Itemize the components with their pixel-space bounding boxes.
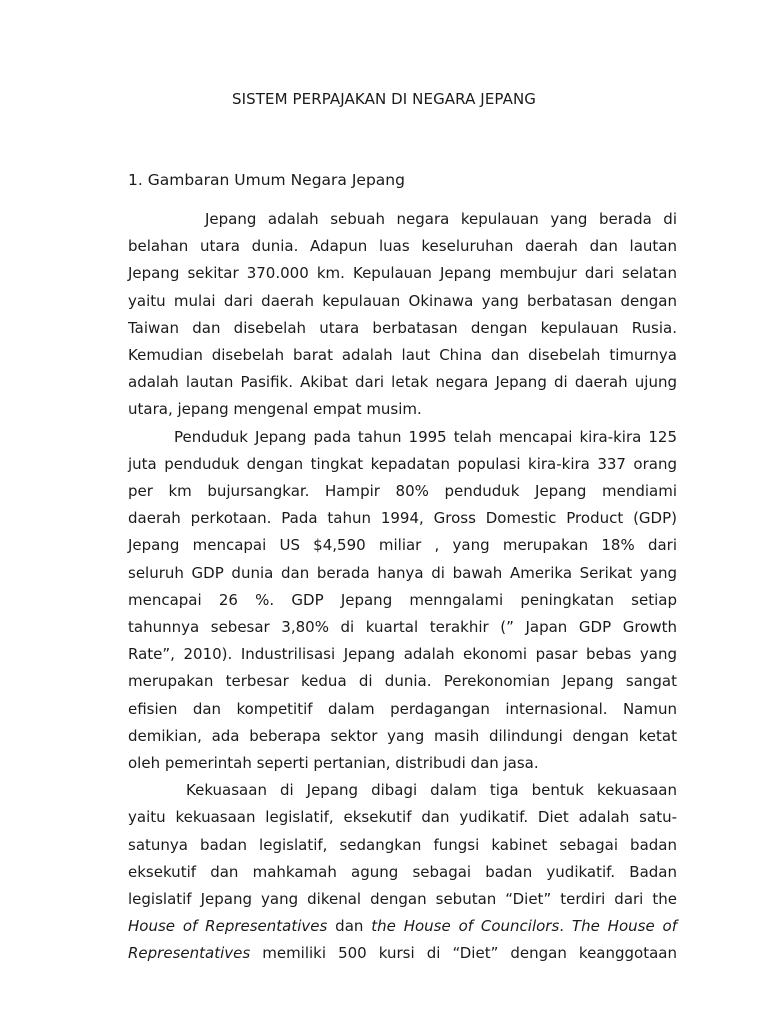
plain-text: memiliki 500 kursi di “Diet” dengan keanggotaan bbox=[250, 944, 677, 963]
section-heading: 1. Gambaran Umum Negara Jepang bbox=[128, 171, 405, 189]
text-line: tahunnya sebesar 3,80% di kuartal terakhir (” Japan GDP Growth bbox=[128, 618, 677, 637]
text-line: oleh pemerintah seperti pertanian, distribudi dan jasa. bbox=[128, 754, 539, 773]
text-line: yaitu kekuasaan legislatif, eksekutif dan yudikatif. Diet adalah satu- bbox=[128, 808, 677, 827]
text-line bbox=[128, 940, 677, 967]
text-line: seluruh GDP dunia dan berada hanya di bawah Amerika Serikat yang bbox=[128, 563, 677, 582]
paragraph-government bbox=[128, 777, 677, 913]
text-line: Jepang adalah sebuah negara kepulauan yang berada di bbox=[205, 210, 677, 228]
text-line: per km bujursangkar. Hampir 80% penduduk Jepang mendiami bbox=[128, 482, 677, 501]
italic-term: The House of bbox=[571, 917, 677, 936]
document-body bbox=[128, 206, 677, 968]
text-line: utara, jepang mengenal empat musim. bbox=[128, 400, 422, 419]
text-line: eksekutif dan mahkamah agung sebagai badan yudikatif. Badan bbox=[128, 862, 677, 881]
paragraph-geography bbox=[128, 206, 677, 424]
text-line: mencapai 26 %. GDP Jepang menngalami peningkatan setiap bbox=[128, 590, 677, 609]
text-line: yaitu mulai dari daerah kepulauan Okinawa yang berbatasan dengan bbox=[128, 291, 677, 310]
plain-text: dan bbox=[327, 917, 372, 936]
text-line: Penduduk Jepang pada tahun 1995 telah mencapai kira-kira 125 bbox=[174, 427, 677, 446]
text-line: merupakan terbesar kedua di dunia. Perekonomian Jepang sangat bbox=[128, 672, 677, 691]
plain-text: . bbox=[559, 917, 572, 936]
text-line: legislatif Jepang yang dikenal dengan sebutan “Diet” terdiri dari the bbox=[128, 890, 677, 909]
paragraph-diet-houses bbox=[128, 913, 677, 967]
document-title: SISTEM PERPAJAKAN DI NEGARA JEPANG bbox=[231, 90, 536, 108]
text-line bbox=[128, 913, 677, 940]
text-line: Jepang mencapai US $4,590 miliar , yang merupakan 18% dari bbox=[128, 536, 677, 555]
text-line: efisien dan kompetitif dalam perdagangan internasional. Namun bbox=[128, 699, 677, 718]
text-line: demikian, ada beberapa sektor yang masih dilindungi dengan ketat bbox=[128, 726, 677, 745]
text-line: belahan utara dunia. Adapun luas keseluruhan daerah dan lautan bbox=[128, 237, 677, 256]
text-line: Taiwan dan disebelah utara berbatasan dengan kepulauan Rusia. bbox=[128, 318, 677, 337]
text-line: adalah lautan Pasifik. Akibat dari letak negara Jepang di daerah ujung bbox=[128, 373, 677, 392]
text-line: daerah perkotaan. Pada tahun 1994, Gross Domestic Product (GDP) bbox=[128, 509, 677, 528]
text-line: juta penduduk dengan tingkat kepadatan populasi kira-kira 337 orang bbox=[128, 454, 677, 473]
text-line: Kekuasaan di Jepang dibagi dalam tiga bentuk kekuasaan bbox=[186, 781, 677, 800]
paragraph-population-economy bbox=[128, 424, 677, 778]
text-line: Jepang sekitar 370.000 km. Kepulauan Jepang membujur dari selatan bbox=[128, 264, 677, 283]
text-line: satunya badan legislatif, sedangkan fungsi kabinet sebagai badan bbox=[128, 835, 677, 854]
italic-term: House of Representatives bbox=[128, 917, 328, 936]
italic-term: Representatives bbox=[128, 944, 251, 963]
text-line: Kemudian disebelah barat adalah laut China dan disebelah timurnya bbox=[128, 346, 677, 365]
italic-term: the House of Councilors bbox=[371, 917, 560, 936]
text-line: Rate”, 2010). Industrilisasi Jepang adalah ekonomi pasar bebas yang bbox=[128, 645, 677, 664]
